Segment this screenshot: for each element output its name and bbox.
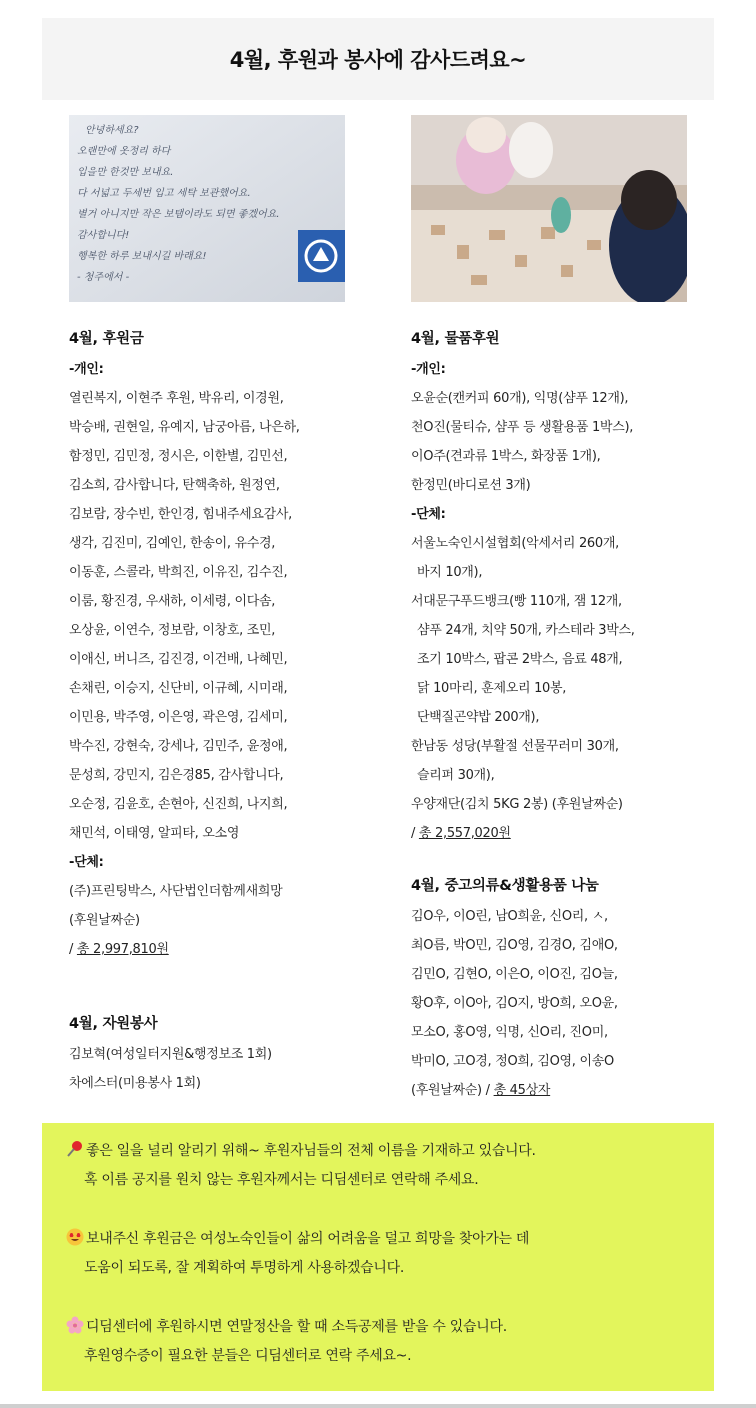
page-title: 4월, 후원과 봉사에 감사드려요~ <box>229 48 527 72</box>
cherry-blossom-icon <box>66 1316 84 1334</box>
volunteer-title: 4월, 자원봉사 <box>69 1016 158 1032</box>
donor-group-line: (주)프린팅박스, 사단법인더함께새희망 <box>69 884 283 899</box>
donor-group-line: (후원날짜순) <box>69 913 140 928</box>
card-handwriting-line: 행복한 하루 보내시길 바래요! <box>77 251 207 262</box>
goods-group-label: -단체: <box>411 507 446 522</box>
donor-line: 문성희, 강민지, 김은경85, 감사합니다, <box>69 768 284 783</box>
goods-group-list <box>411 529 741 819</box>
donor-line: 이룸, 황진경, 우새하, 이세령, 이다솜, <box>69 594 276 609</box>
page-header <box>42 18 714 100</box>
goods-donor-line: 오윤순(캔커피 60개), 익명(샴푸 12개), <box>411 391 629 406</box>
donor-line: 김소희, 감사합니다, 탄핵축하, 원정연, <box>69 478 280 493</box>
donor-line: 김보람, 장수빈, 한인경, 힘내주세요감사, <box>69 507 292 522</box>
goods-group-line: 서울노숙인시설협회(악세서리 260개, <box>411 536 619 551</box>
donation-group-list <box>69 877 399 935</box>
sharing-footer-line <box>411 1076 741 1105</box>
handwritten-card-image <box>69 115 345 302</box>
goods-group-line: 우양재단(김치 5KG 2봉) (후원날짜순) <box>411 797 623 812</box>
donor-line: 손채린, 이승지, 신단비, 이규혜, 시미래, <box>69 681 288 696</box>
goods-total-prefix: / <box>411 826 419 841</box>
sharing-line: 김민O, 김현O, 이은O, 이O진, 김O늘, <box>411 967 618 982</box>
bottom-divider <box>0 1404 756 1408</box>
goods-total-line <box>411 819 741 848</box>
sharing-title: 4월, 중고의류&생활용품 나눔 <box>411 878 599 894</box>
card-handwriting-line: 별거 아니지만 작은 보탬이라도 되면 좋겠어요. <box>77 209 280 220</box>
card-handwriting-line: - 청주에서 - <box>77 272 130 283</box>
notice-paragraph-3 <box>66 1313 714 1371</box>
sharing-line: 황O후, 이O아, 김O지, 방O희, 오O윤, <box>411 996 618 1011</box>
sharing-line: 김O우, 이O린, 남O희윤, 신O리, ㅅ, <box>411 909 608 924</box>
thank-you-card-photo <box>69 115 345 302</box>
goods-total: 총 2,557,020원 <box>418 826 511 841</box>
sharing-line: 최O름, 박O민, 김O영, 김경O, 김애O, <box>411 938 618 953</box>
card-handwriting-line: 감사합니다! <box>77 230 130 241</box>
donor-line: 채민석, 이태영, 알피타, 오소영 <box>69 826 240 841</box>
card-handwriting-line: 다 서넓고 두세번 입고 세탁 보관했어요. <box>77 188 251 199</box>
donor-line: 오상윤, 이연수, 정보람, 이창호, 조민, <box>69 623 276 638</box>
donation-individual-list <box>69 384 399 848</box>
donation-title: 4월, 후원금 <box>69 331 144 347</box>
left-column <box>69 323 399 1098</box>
donor-line: 열린복지, 이현주 후원, 박유리, 이경원, <box>69 391 284 406</box>
goods-group-line: 닭 10마리, 훈제오리 10봉, <box>417 681 567 696</box>
goods-group-line: 바지 10개), <box>417 565 483 580</box>
notice-3-line1: 디딤센터에 후원하시면 연말정산을 할 때 소득공제를 받을 수 있습니다. <box>86 1319 507 1335</box>
donor-line: 박수진, 강현숙, 강세나, 김민주, 윤정애, <box>69 739 288 754</box>
goods-group-line: 한남동 성당(부활절 선물꾸러미 30개, <box>411 739 619 754</box>
goods-donor-line: 이O주(견과류 1박스, 화장품 1개), <box>411 449 601 464</box>
goods-individual-list <box>411 384 741 500</box>
heart-eyes-icon <box>66 1228 84 1246</box>
donor-line: 이애신, 버니즈, 김진경, 이건배, 나혜민, <box>69 652 288 667</box>
goods-group-line: 서대문구푸드뱅크(빵 110개, 잼 12개, <box>411 594 622 609</box>
notice-1-line2: 혹 이름 공지를 원치 않는 후원자께서는 디딤센터로 연락해 주세요. <box>84 1172 479 1188</box>
sharing-line: 박미O, 고O경, 정O희, 김O영, 이송O <box>411 1054 614 1069</box>
notice-3-line2: 후원영수증이 필요한 분들은 디딤센터로 연락 주세요~. <box>84 1348 412 1364</box>
goods-donor-line: 한정민(바디로션 3개) <box>411 478 531 493</box>
notice-1-line1: 좋은 일을 널리 알리기 위해~ 후원자님들의 전체 이름을 기재하고 있습니다. <box>86 1143 536 1159</box>
pushpin-icon <box>66 1140 84 1158</box>
goods-group-line: 조기 10박스, 팝콘 2박스, 음료 48개, <box>417 652 623 667</box>
notice-2-line2: 도움이 되도록, 잘 계획하여 투명하게 사용하겠습니다. <box>84 1260 404 1276</box>
notice-box <box>42 1123 714 1391</box>
goods-title: 4월, 물품후원 <box>411 331 500 347</box>
volunteer-photo-image <box>411 115 687 302</box>
volunteer-line: 김보혁(여성일터지원&행정보조 1회) <box>69 1047 272 1062</box>
donor-line: 이민용, 박주영, 이은영, 곽은영, 김세미, <box>69 710 288 725</box>
right-column <box>411 323 741 1105</box>
notice-paragraph-2 <box>66 1225 714 1283</box>
goods-individual-label: -개인: <box>411 362 446 377</box>
sharing-list <box>411 902 741 1076</box>
donation-total-line <box>69 935 399 964</box>
donation-total: 총 2,997,810원 <box>76 942 169 957</box>
card-handwriting-line: 입을만 한것만 보내요. <box>77 167 174 178</box>
donation-total-prefix: / <box>69 942 77 957</box>
volunteer-line: 차에스터(미용봉사 1회) <box>69 1076 201 1091</box>
volunteer-activity-photo <box>411 115 687 302</box>
goods-group-line: 단백질곤약밥 200개), <box>417 710 540 725</box>
sharing-footer-prefix: (후원날짜순) / <box>411 1083 494 1098</box>
card-handwriting-line: 안녕하세요? <box>85 125 139 136</box>
donor-line: 생각, 김진미, 김예인, 한송이, 유수경, <box>69 536 276 551</box>
notice-paragraph-1 <box>66 1137 714 1195</box>
notice-2-line1: 보내주신 후원금은 여성노숙인들이 삶의 어려움을 덜고 희망을 찾아가는 데 <box>86 1231 530 1247</box>
goods-donor-line: 천O진(물티슈, 샴푸 등 생활용품 1박스), <box>411 420 634 435</box>
donation-individual-label: -개인: <box>69 362 104 377</box>
goods-group-line: 슬리퍼 30개), <box>417 768 495 783</box>
sharing-total: 총 45상자 <box>493 1083 551 1098</box>
card-handwriting-line: 오랜만에 옷정리 하다 <box>77 146 171 157</box>
donor-line: 오순정, 김윤호, 손현아, 신진희, 나지희, <box>69 797 288 812</box>
volunteer-list <box>69 1040 399 1098</box>
donor-line: 이동훈, 스콜라, 박희진, 이유진, 김수진, <box>69 565 288 580</box>
donor-line: 박승배, 권현일, 유예지, 남궁아름, 나은하, <box>69 420 300 435</box>
donor-line: 함정민, 김민정, 정시은, 이한별, 김민선, <box>69 449 288 464</box>
donation-group-label: -단체: <box>69 855 104 870</box>
sharing-line: 모소O, 홍O영, 익명, 신O리, 진O미, <box>411 1025 608 1040</box>
goods-group-line: 샴푸 24개, 치약 50개, 카스테라 3박스, <box>417 623 635 638</box>
